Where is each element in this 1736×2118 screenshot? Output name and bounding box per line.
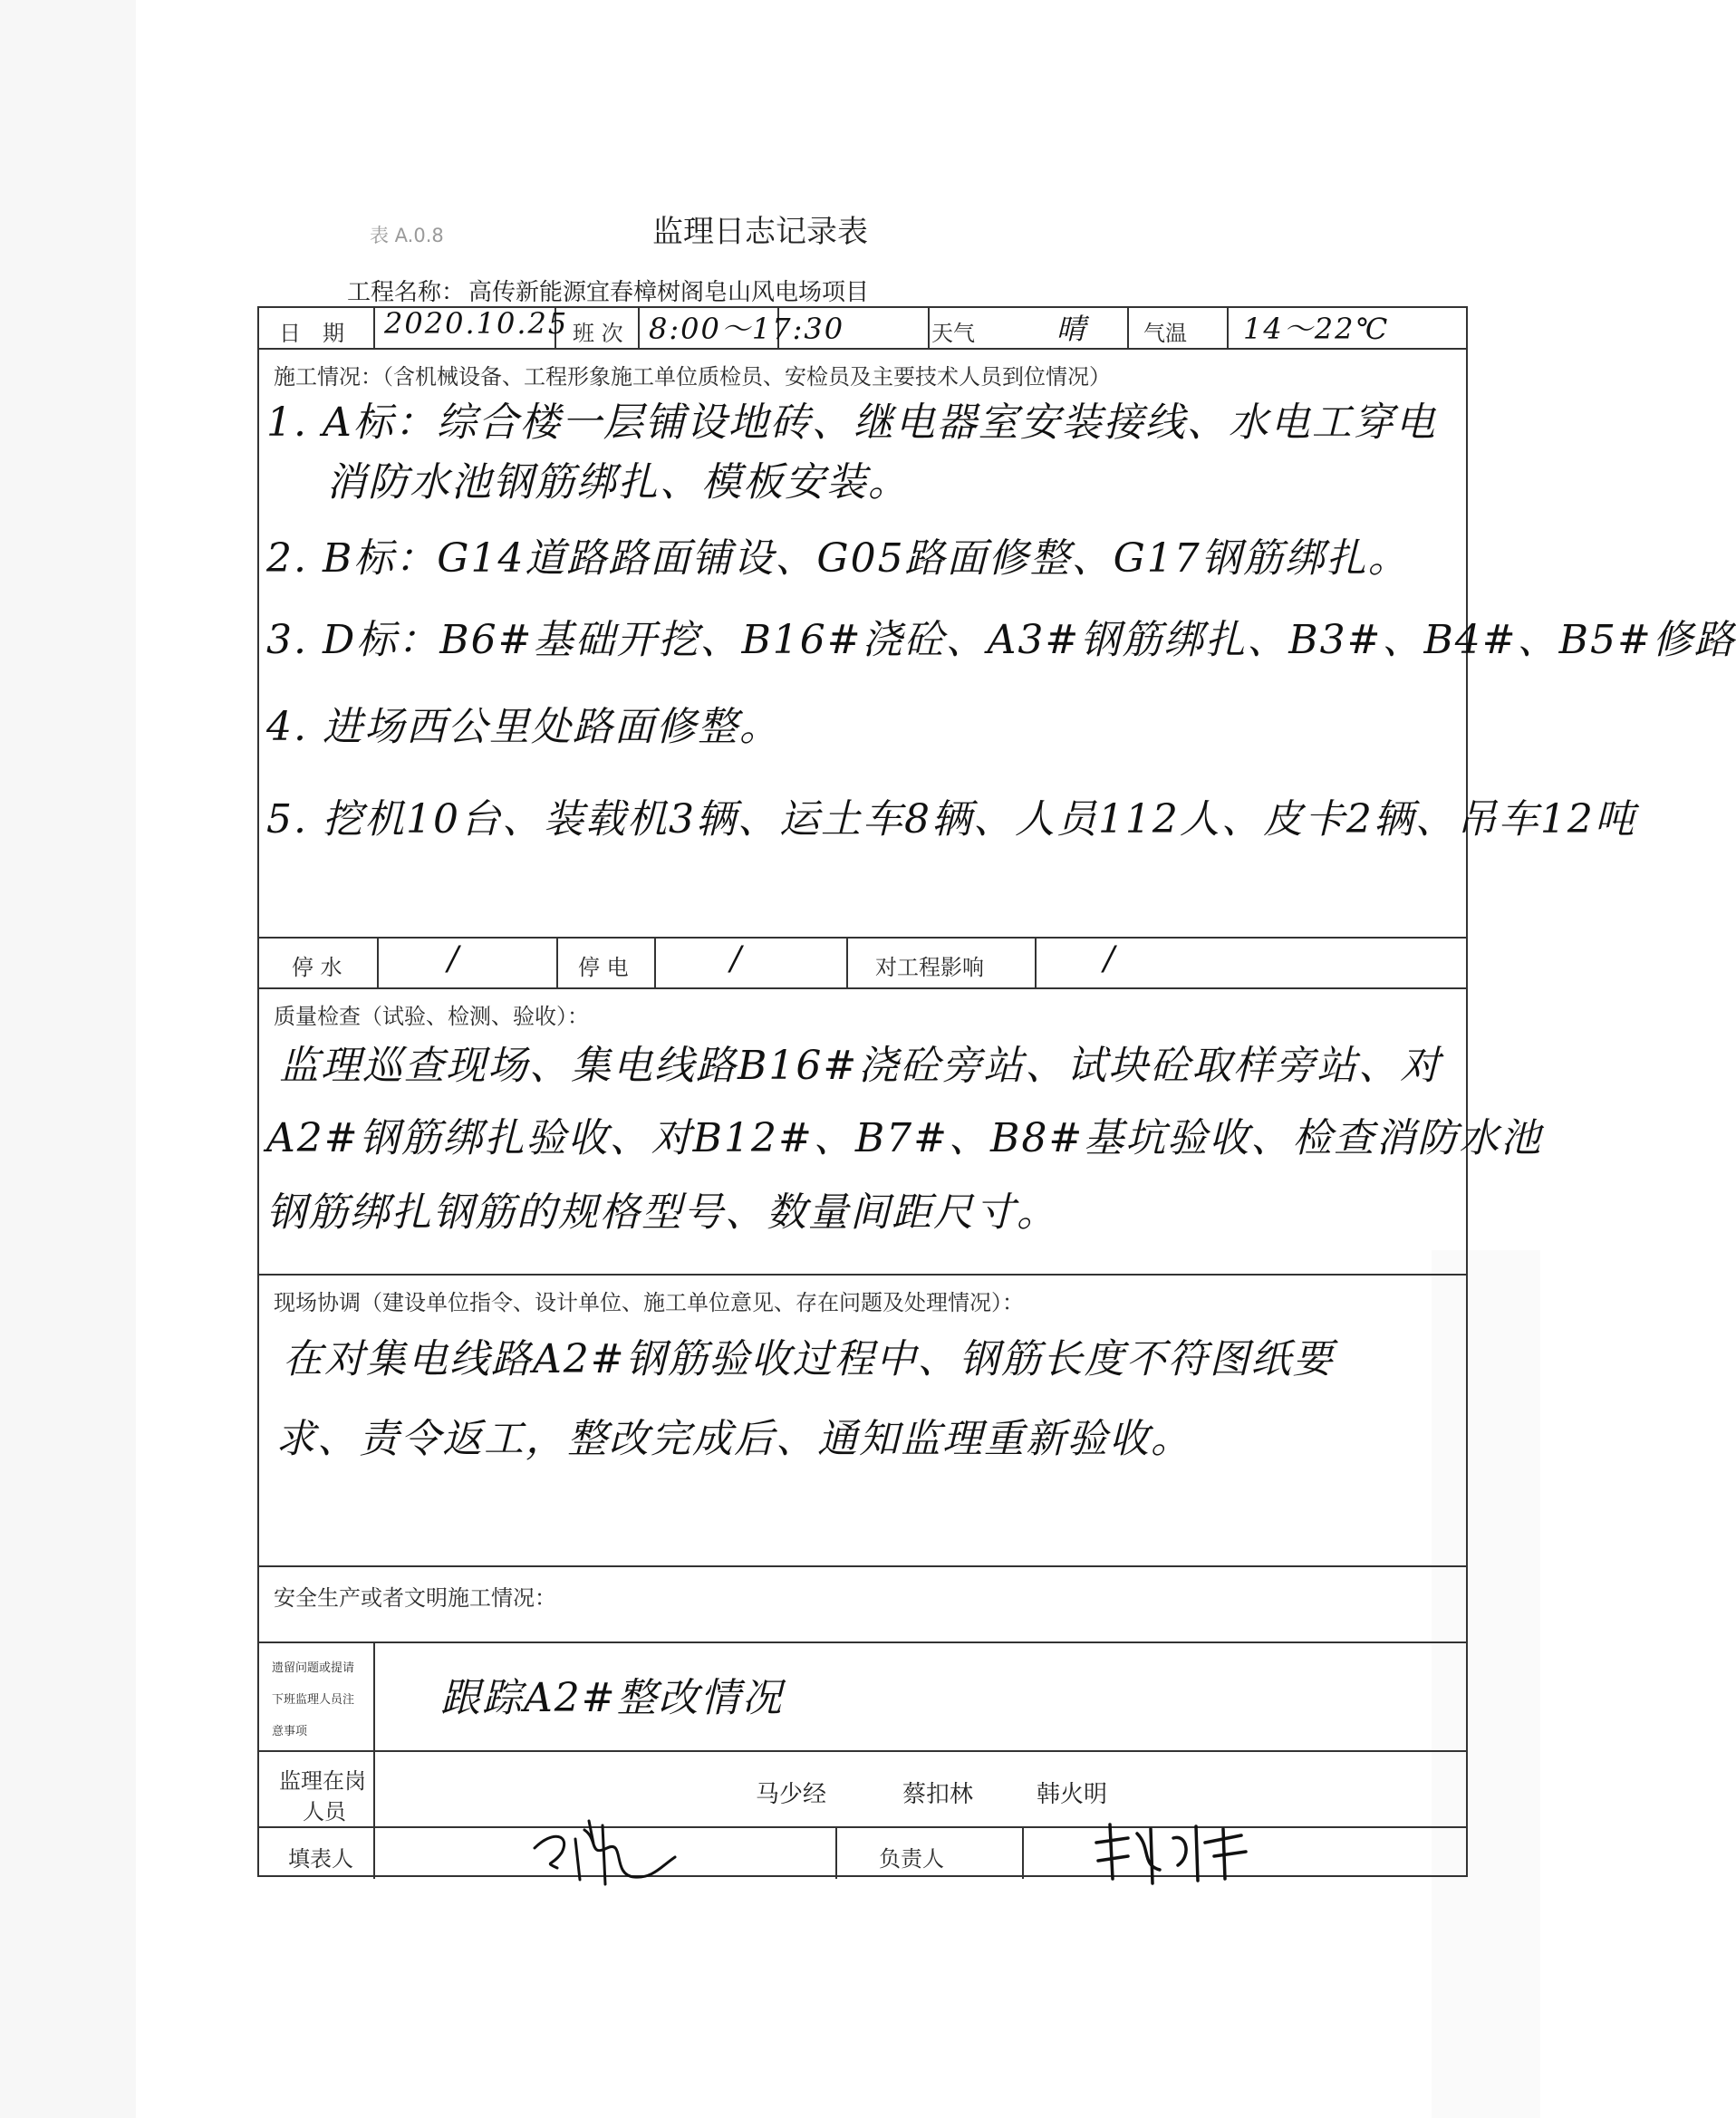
construction-line: 2. B标：G14道路路面铺设、G05路面修整、G17钢筋绑扎。 bbox=[266, 535, 1410, 582]
filler-label: 填表人 bbox=[288, 1846, 353, 1872]
staff-name: 蔡扣林 bbox=[902, 1781, 974, 1808]
staff-label: 人员 bbox=[303, 1799, 346, 1824]
row-divider bbox=[259, 1274, 1466, 1276]
date-value: 2020.10.25 bbox=[384, 306, 569, 341]
col-divider bbox=[373, 308, 375, 348]
responsible-label: 负责人 bbox=[879, 1846, 944, 1872]
row-divider bbox=[259, 1750, 1466, 1752]
construction-line: 1. A标：综合楼一层铺设地砖、继电器室安装接线、水电工穿电 bbox=[266, 400, 1437, 446]
col-divider bbox=[1022, 1826, 1024, 1879]
col-divider bbox=[928, 308, 930, 348]
temperature-value: 14～22℃ bbox=[1243, 312, 1390, 346]
scan-shadow bbox=[0, 0, 136, 2118]
pending-issues-label: 意事项 bbox=[272, 1725, 308, 1738]
pending-issues-label: 遗留问题或提请 bbox=[272, 1661, 355, 1675]
construction-line: 4. 进场西公里处路面修整。 bbox=[266, 704, 781, 750]
quality-label: 质量检查（试验、检测、验收）： bbox=[274, 1004, 589, 1029]
temperature-label: 气温 bbox=[1143, 321, 1187, 346]
page-title: 监理日志记录表 bbox=[652, 214, 868, 250]
construction-line: 5. 挖机10台、装载机3辆、运土车8辆、人员112人、皮卡2辆、吊车12吨 bbox=[266, 796, 1636, 842]
power-outage-value: / bbox=[730, 940, 744, 977]
impact-value: / bbox=[1104, 940, 1117, 977]
project-line bbox=[347, 274, 869, 307]
quality-line: 监理巡查现场、集电线路B16#浇砼旁站、试块砼取样旁站、对 bbox=[279, 1043, 1442, 1089]
coordination-label: 现场协调（建设单位指令、设计单位、施工单位意见、存在问题及处理情况）： bbox=[274, 1290, 1024, 1315]
row-divider bbox=[259, 1565, 1466, 1567]
staff-name: 马少经 bbox=[756, 1781, 827, 1808]
pending-issues-label: 下班监理人员注 bbox=[272, 1693, 355, 1707]
col-divider bbox=[377, 937, 379, 987]
form-code: 表 A.0.8 bbox=[370, 225, 444, 246]
log-table bbox=[257, 306, 1736, 1877]
construction-label: 施工情况：（含机械设备、工程形象施工单位质检员、安检员及主要技术人员到位情况） bbox=[274, 364, 1111, 390]
col-divider bbox=[654, 937, 656, 987]
col-divider bbox=[556, 937, 558, 987]
project-name: 高传新能源宜春樟树阁皂山风电场项目 bbox=[468, 279, 870, 306]
staff-label: 监理在岗 bbox=[279, 1768, 366, 1794]
col-divider bbox=[1227, 308, 1229, 348]
col-divider bbox=[835, 1826, 837, 1879]
col-divider bbox=[373, 1641, 375, 1879]
coordination-line: 求、责令返工，整改完成后、通知监理重新验收。 bbox=[275, 1416, 1192, 1462]
construction-line: 消防水池钢筋绑扎、模板安装。 bbox=[326, 459, 910, 505]
shift-value: 8:00～17:30 bbox=[649, 312, 845, 346]
project-label: 工程名称： bbox=[347, 279, 466, 306]
row-divider bbox=[259, 1641, 1466, 1643]
row-divider bbox=[259, 987, 1466, 989]
col-divider bbox=[638, 308, 640, 348]
col-divider bbox=[1127, 308, 1129, 348]
weather-label: 天气 bbox=[931, 321, 975, 346]
col-divider bbox=[846, 937, 848, 987]
construction-line: 3. D标：B6#基础开挖、B16#浇砼、A3#钢筋绑扎、B3#、B4#、B5#修路 bbox=[266, 617, 1736, 663]
quality-line: 钢筋绑扎钢筋的规格型号、数量间距尺寸。 bbox=[266, 1189, 1058, 1236]
safety-label: 安全生产或者文明施工情况： bbox=[274, 1585, 556, 1611]
row-divider bbox=[259, 937, 1466, 939]
row-divider bbox=[259, 348, 1466, 350]
coordination-line: 在对集电线路A2#钢筋验收过程中、钢筋长度不符图纸要 bbox=[283, 1336, 1335, 1382]
responsible-signature bbox=[1087, 1815, 1259, 1888]
shift-label: 班 次 bbox=[573, 321, 623, 346]
date-label: 日 期 bbox=[279, 321, 344, 346]
water-outage-value: / bbox=[448, 940, 461, 977]
water-outage-label: 停 水 bbox=[292, 955, 342, 980]
impact-label: 对工程影响 bbox=[875, 955, 984, 980]
row-divider bbox=[259, 1826, 1466, 1828]
staff-name: 韩火明 bbox=[1037, 1781, 1108, 1808]
filler-signature bbox=[526, 1812, 707, 1893]
quality-line: A2#钢筋绑扎验收、对B12#、B7#、B8#基坑验收、检查消防水池 bbox=[266, 1115, 1543, 1161]
power-outage-label: 停 电 bbox=[578, 955, 629, 980]
pending-issues-value: 跟踪A2#整改情况 bbox=[440, 1675, 784, 1721]
weather-value: 晴 bbox=[1056, 312, 1088, 346]
col-divider bbox=[1035, 937, 1037, 987]
